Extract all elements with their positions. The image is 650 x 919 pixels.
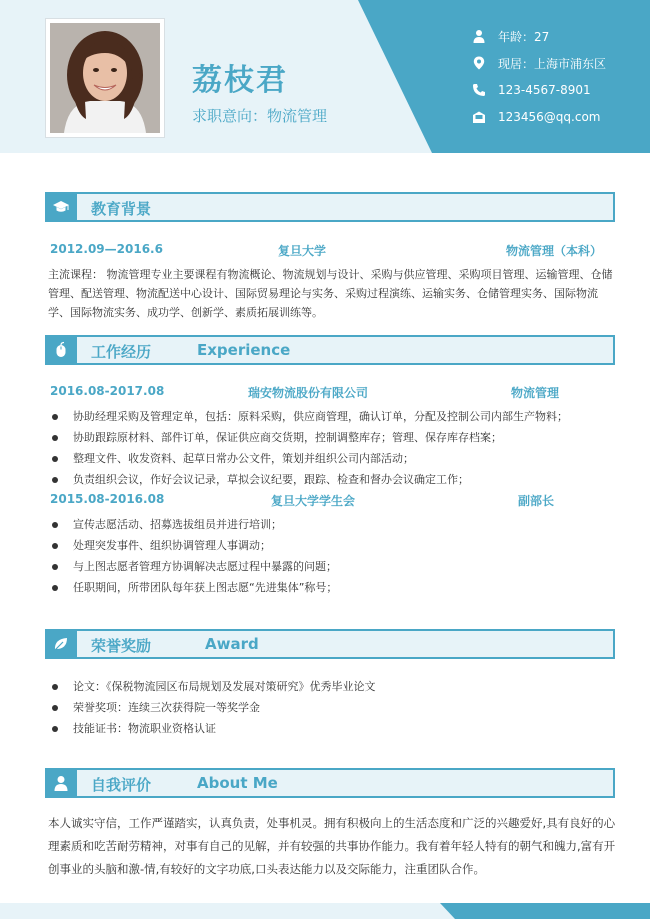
list-item: 协助经理采购及管理定单，包括：原料采购，供应商管理，确认订单，分配及控制公司内部生产物料； <box>50 406 620 427</box>
leaf-icon <box>52 635 70 653</box>
list-item: 与上图志愿者管理方协调解决志愿过程中暴露的问题； <box>50 556 620 577</box>
list-item: 负责组织会议，作好会议记录，草拟会议纪要，跟踪、检查和督办会议确定工作； <box>50 469 620 490</box>
education-school: 复旦大学 <box>278 244 327 258</box>
education-major: 物流管理（本科） <box>506 244 603 258</box>
footer-accent-bar <box>0 903 650 919</box>
info-age-text: 年龄：27 <box>498 29 550 44</box>
list-item: 技能证书：物流职业资格认证 <box>50 718 620 739</box>
section-self-eval-header <box>45 768 615 798</box>
job-1-period: 2016.08-2017.08 <box>50 384 165 398</box>
job-2-duties <box>50 514 620 598</box>
section-work-header <box>45 335 615 365</box>
list-item: 处理突发事件、组织协调管理人事调动； <box>50 535 620 556</box>
education-period: 2012.09—2016.6 <box>50 242 163 256</box>
job-2-entry <box>48 492 613 510</box>
phone-icon <box>472 83 486 97</box>
info-phone <box>472 80 591 100</box>
info-email-text: 123456@qq.com <box>498 110 601 124</box>
section-awards-title-en: Award <box>205 635 259 653</box>
list-item: 协助跟踪原材料、部件订单，保证供应商交货期，控制调整库存；管理、保存库存档案； <box>50 427 620 448</box>
info-email <box>472 107 601 127</box>
location-pin-icon <box>472 56 486 70</box>
info-phone-text: 123-4567-8901 <box>498 83 591 97</box>
job-intent: 求职意向：物流管理 <box>192 107 328 125</box>
person-icon <box>472 29 486 43</box>
info-location <box>472 53 606 73</box>
list-item: 整理文件、收发资料、起草日常办公文件，策划并组织公司内部活动； <box>50 448 620 469</box>
education-entry <box>48 242 613 260</box>
job-1-entry <box>48 384 613 402</box>
section-work-title-en: Experience <box>197 341 291 359</box>
avatar <box>45 18 165 138</box>
awards-list <box>50 676 620 739</box>
list-item: 荣誉奖项：连续三次获得院一等奖学金 <box>50 697 620 718</box>
section-self-eval-title-en: About Me <box>197 774 278 792</box>
list-item: 论文：《保税物流园区布局规划及发展对策研究》优秀毕业论文 <box>50 676 620 697</box>
mail-icon <box>472 110 486 124</box>
section-education-title: 教育背景 <box>91 200 152 218</box>
mouse-icon <box>52 341 70 359</box>
section-awards-header <box>45 629 615 659</box>
job-2-role: 副部长 <box>518 494 555 508</box>
portrait-image <box>50 23 160 133</box>
section-education-header <box>45 192 615 222</box>
job-2-company: 复旦大学学生会 <box>271 494 356 508</box>
education-courses: 主流课程： 物流管理专业主要课程有物流概论、物流规划与设计、采购与供应管理、采购项目管理、运输管理、仓储管理、配送管理、物流配送中心设计、国际贸易理论与实务、采购过程演练、运输实务、仓储管理实务、国际物流学、国际物流实务、成功学、创新学、素质拓展训练等。 <box>48 268 613 319</box>
section-self-eval-title: 自我评价 <box>91 776 152 794</box>
job-1-company: 瑞安物流股份有限公司 <box>248 386 369 400</box>
candidate-name: 荔枝君 <box>192 63 288 98</box>
self-eval-text: 本人诚实守信，工作严谨踏实，认真负责，处事机灵。拥有积极向上的生活态度和广泛的兴趣爱好,具有良好的心理素质和吃苦耐劳精神，对事有自己的见解，并有较强的共事协作能力。我有着年轻人特有的朝气和魄力,富有开创事业的头脑和激-情,有较好的文字功底,口头表达能力以及交际能力，注重团队合作。 <box>48 816 616 876</box>
job-2-period: 2015.08-2016.08 <box>50 492 165 506</box>
section-awards-title: 荣誉奖励 <box>91 637 152 655</box>
graduation-cap-icon <box>52 198 70 216</box>
person-icon <box>52 774 70 792</box>
info-age <box>472 26 549 46</box>
list-item: 任职期间，所带团队每年获上图志愿“先进集体”称号； <box>50 577 620 598</box>
job-1-duties <box>50 406 620 490</box>
job-1-role: 物流管理 <box>511 386 560 400</box>
info-location-text: 现居：上海市浦东区 <box>498 56 607 71</box>
section-work-title: 工作经历 <box>91 343 152 361</box>
list-item: 宣传志愿活动、招募选拔组员并进行培训； <box>50 514 620 535</box>
